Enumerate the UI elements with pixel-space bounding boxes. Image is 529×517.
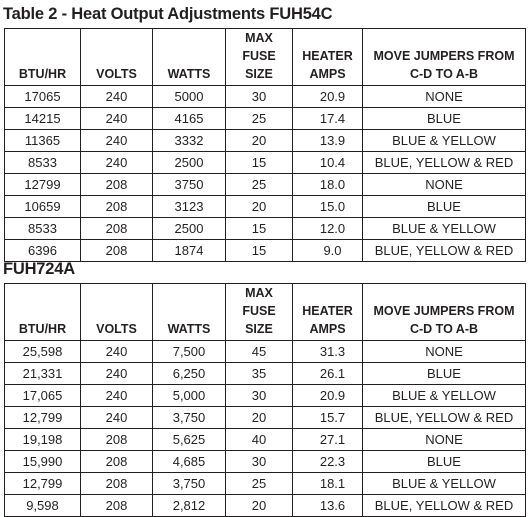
cell-max-fuse-size: 15 — [226, 218, 293, 240]
table-row — [5, 240, 526, 262]
column-header-line: SIZE — [245, 67, 273, 81]
cell-max-fuse-size: 20 — [226, 196, 293, 218]
cell-heater-amps: 27.1 — [293, 429, 363, 451]
cell-btu-hr: 12,799 — [5, 473, 81, 495]
cell-move-jumpers: NONE — [363, 86, 526, 108]
cell-watts: 5,625 — [153, 429, 226, 451]
cell-watts: 3123 — [153, 196, 226, 218]
table-row — [5, 429, 526, 451]
cell-move-jumpers: BLUE, YELLOW & RED — [363, 240, 526, 262]
cell-watts: 6,250 — [153, 363, 226, 385]
cell-move-jumpers: BLUE, YELLOW & RED — [363, 407, 526, 429]
cell-heater-amps: 17.4 — [293, 108, 363, 130]
column-header-watts — [153, 29, 226, 86]
column-header-move-jumpers — [363, 284, 526, 341]
column-header-line: FUSE — [242, 49, 276, 63]
cell-watts: 3,750 — [153, 407, 226, 429]
cell-volts: 240 — [81, 130, 153, 152]
table-row — [5, 108, 526, 130]
column-header-line: MAX — [245, 31, 273, 45]
cell-heater-amps: 9.0 — [293, 240, 363, 262]
column-header-volts — [81, 29, 153, 86]
cell-volts: 208 — [81, 451, 153, 473]
cell-heater-amps: 10.4 — [293, 152, 363, 174]
column-header-line: SIZE — [245, 322, 273, 336]
cell-btu-hr: 15,990 — [5, 451, 81, 473]
cell-watts: 2500 — [153, 218, 226, 240]
table-title: Table 2 - Heat Output Adjustments FUH54C — [3, 5, 333, 23]
cell-watts: 3,750 — [153, 473, 226, 495]
cell-btu-hr: 17,065 — [5, 385, 81, 407]
cell-move-jumpers: BLUE — [363, 196, 526, 218]
cell-watts: 1874 — [153, 240, 226, 262]
column-header-volts — [81, 284, 153, 341]
cell-volts: 208 — [81, 240, 153, 262]
cell-btu-hr: 10659 — [5, 196, 81, 218]
column-header-line: WATTS — [167, 322, 211, 336]
column-header-line: FUSE — [242, 304, 276, 318]
cell-btu-hr: 12,799 — [5, 407, 81, 429]
cell-heater-amps: 20.9 — [293, 385, 363, 407]
table-row — [5, 152, 526, 174]
cell-volts: 208 — [81, 495, 153, 517]
table-header-row — [5, 284, 526, 341]
cell-max-fuse-size: 15 — [226, 152, 293, 174]
cell-watts: 2,812 — [153, 495, 226, 517]
column-header-max-fuse-size — [226, 29, 293, 86]
column-header-line: HEATER — [302, 49, 353, 63]
cell-heater-amps: 15.0 — [293, 196, 363, 218]
column-header-line: MAX — [245, 286, 273, 300]
cell-move-jumpers: BLUE — [363, 363, 526, 385]
cell-max-fuse-size: 25 — [226, 473, 293, 495]
table-row — [5, 495, 526, 517]
cell-watts: 4165 — [153, 108, 226, 130]
cell-heater-amps: 22.3 — [293, 451, 363, 473]
cell-watts: 3750 — [153, 174, 226, 196]
cell-volts: 208 — [81, 196, 153, 218]
cell-btu-hr: 14215 — [5, 108, 81, 130]
table-header-row — [5, 29, 526, 86]
table-title: FUH724A — [3, 260, 75, 278]
column-header-line: BTU/HR — [18, 67, 67, 81]
cell-watts: 3332 — [153, 130, 226, 152]
cell-max-fuse-size: 40 — [226, 429, 293, 451]
cell-btu-hr: 19,198 — [5, 429, 81, 451]
cell-max-fuse-size: 15 — [226, 240, 293, 262]
table-row — [5, 341, 526, 363]
cell-heater-amps: 15.7 — [293, 407, 363, 429]
column-header-max-fuse-size — [226, 284, 293, 341]
cell-heater-amps: 20.9 — [293, 86, 363, 108]
cell-heater-amps: 18.0 — [293, 174, 363, 196]
column-header-line: AMPS — [309, 322, 346, 336]
table-row — [5, 385, 526, 407]
column-header-line: C-D TO A-B — [409, 322, 479, 336]
column-header-line: WATTS — [167, 67, 211, 81]
cell-move-jumpers: BLUE — [363, 451, 526, 473]
cell-btu-hr: 11365 — [5, 130, 81, 152]
column-header-heater-amps — [293, 284, 363, 341]
cell-btu-hr: 9,598 — [5, 495, 81, 517]
cell-volts: 240 — [81, 341, 153, 363]
cell-move-jumpers: BLUE & YELLOW — [363, 385, 526, 407]
cell-btu-hr: 6396 — [5, 240, 81, 262]
cell-max-fuse-size: 45 — [226, 341, 293, 363]
cell-volts: 240 — [81, 86, 153, 108]
column-header-heater-amps — [293, 29, 363, 86]
cell-max-fuse-size: 30 — [226, 86, 293, 108]
cell-heater-amps: 13.6 — [293, 495, 363, 517]
table-row — [5, 196, 526, 218]
column-header-line: BTU/HR — [18, 322, 67, 336]
cell-max-fuse-size: 30 — [226, 385, 293, 407]
cell-volts: 208 — [81, 218, 153, 240]
cell-move-jumpers: NONE — [363, 341, 526, 363]
table-row — [5, 174, 526, 196]
cell-watts: 5000 — [153, 86, 226, 108]
column-header-btu-hr — [5, 29, 81, 86]
cell-move-jumpers: BLUE, YELLOW & RED — [363, 495, 526, 517]
column-header-line: MOVE JUMPERS FROM — [373, 304, 515, 318]
column-header-btu-hr — [5, 284, 81, 341]
cell-volts: 240 — [81, 363, 153, 385]
table-row — [5, 473, 526, 495]
cell-watts: 7,500 — [153, 341, 226, 363]
column-header-move-jumpers — [363, 29, 526, 86]
cell-max-fuse-size: 20 — [226, 130, 293, 152]
column-header-line: HEATER — [302, 304, 353, 318]
column-header-line: VOLTS — [96, 67, 137, 81]
cell-move-jumpers: BLUE & YELLOW — [363, 130, 526, 152]
cell-heater-amps: 12.0 — [293, 218, 363, 240]
table-row — [5, 86, 526, 108]
cell-volts: 208 — [81, 473, 153, 495]
cell-watts: 5,000 — [153, 385, 226, 407]
cell-max-fuse-size: 20 — [226, 407, 293, 429]
cell-watts: 2500 — [153, 152, 226, 174]
cell-heater-amps: 31.3 — [293, 341, 363, 363]
heat-output-table-fuh54c — [4, 28, 526, 262]
table-row — [5, 451, 526, 473]
cell-volts: 208 — [81, 429, 153, 451]
cell-move-jumpers: BLUE & YELLOW — [363, 218, 526, 240]
cell-max-fuse-size: 25 — [226, 108, 293, 130]
cell-heater-amps: 26.1 — [293, 363, 363, 385]
cell-btu-hr: 12799 — [5, 174, 81, 196]
cell-move-jumpers: NONE — [363, 429, 526, 451]
cell-volts: 240 — [81, 407, 153, 429]
cell-volts: 240 — [81, 108, 153, 130]
cell-max-fuse-size: 35 — [226, 363, 293, 385]
cell-volts: 240 — [81, 385, 153, 407]
table-row — [5, 407, 526, 429]
cell-btu-hr: 21,331 — [5, 363, 81, 385]
column-header-watts — [153, 284, 226, 341]
table-row — [5, 218, 526, 240]
cell-max-fuse-size: 20 — [226, 495, 293, 517]
cell-heater-amps: 18.1 — [293, 473, 363, 495]
cell-volts: 208 — [81, 174, 153, 196]
table-row — [5, 130, 526, 152]
cell-btu-hr: 25,598 — [5, 341, 81, 363]
cell-btu-hr: 8533 — [5, 218, 81, 240]
cell-btu-hr: 8533 — [5, 152, 81, 174]
column-header-line: MOVE JUMPERS FROM — [373, 49, 515, 63]
cell-max-fuse-size: 30 — [226, 451, 293, 473]
cell-btu-hr: 17065 — [5, 86, 81, 108]
cell-move-jumpers: NONE — [363, 174, 526, 196]
cell-move-jumpers: BLUE & YELLOW — [363, 473, 526, 495]
cell-move-jumpers: BLUE, YELLOW & RED — [363, 152, 526, 174]
table-row — [5, 363, 526, 385]
cell-heater-amps: 13.9 — [293, 130, 363, 152]
cell-move-jumpers: BLUE — [363, 108, 526, 130]
column-header-line: C-D TO A-B — [409, 67, 479, 81]
cell-max-fuse-size: 25 — [226, 174, 293, 196]
heat-output-table-fuh724a — [4, 283, 526, 517]
column-header-line: AMPS — [309, 67, 346, 81]
cell-volts: 240 — [81, 152, 153, 174]
column-header-line: VOLTS — [96, 322, 137, 336]
cell-watts: 4,685 — [153, 451, 226, 473]
